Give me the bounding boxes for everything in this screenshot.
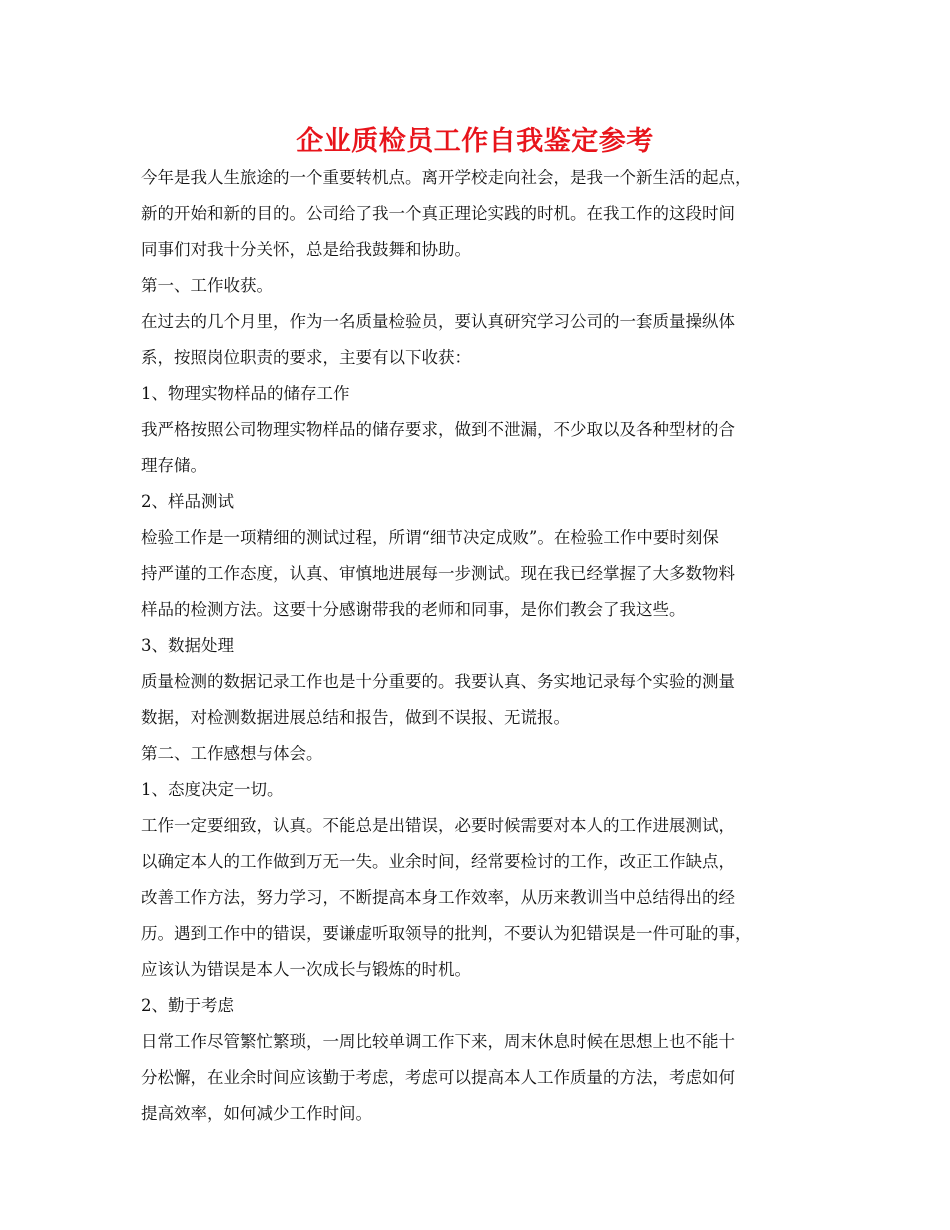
text-line: 样品的检测方法。这要十分感谢带我的老师和同事，是你们教会了我这些。 [141, 600, 686, 619]
document-body [141, 160, 831, 1132]
document-title: 企业质检员工作自我鉴定参考 [296, 126, 654, 157]
text-line: 第二、工作感想与体会。 [141, 744, 323, 763]
text-line: 1、物理实物样品的储存工作 [141, 384, 350, 403]
text-line: 持严谨的工作态度，认真、审慎地进展每一步测试。现在我已经掌握了大多数物料 [141, 564, 735, 583]
text-line: 3、数据处理 [141, 636, 234, 655]
text-line: 1、态度决定一切。 [141, 780, 284, 799]
text-line: 我严格按照公司物理实物样品的储存要求，做到不泄漏，不少取以及各种型材的合 [141, 420, 735, 439]
text-line: 检验工作是一项精细的测试过程，所谓“细节决定成败”。在检验工作中要时刻保 [141, 528, 719, 547]
text-line: 新的开始和新的目的。公司给了我一个真正理论实践的时机。在我工作的这段时间 [141, 204, 735, 223]
text-line: 数据，对检测数据进展总结和报告，做到不误报、无谎报。 [141, 708, 570, 727]
text-line: 日常工作尽管繁忙繁琐，一周比较单调工作下来，周末休息时候在思想上也不能十 [141, 1032, 735, 1051]
text-line: 分松懈，在业余时间应该勤于考虑，考虑可以提高本人工作质量的方法，考虑如何 [141, 1068, 735, 1087]
text-line: 应该认为错误是本人一次成长与锻炼的时机。 [141, 960, 471, 979]
text-line: 工作一定要细致，认真。不能总是出错误，必要时候需要对本人的工作进展测试， [141, 816, 735, 835]
text-line: 提高效率，如何减少工作时间。 [141, 1104, 372, 1123]
text-line: 理存储。 [141, 456, 207, 475]
text-line: 2、样品测试 [141, 492, 234, 511]
text-line: 第一、工作收获。 [141, 276, 273, 295]
text-line: 历。遇到工作中的错误，要谦虚听取领导的批判，不要认为犯错误是一件可耻的事， [141, 924, 752, 943]
text-line: 今年是我人生旅途的一个重要转机点。离开学校走向社会，是我一个新生活的起点， [141, 168, 752, 187]
text-line: 系，按照岗位职责的要求，主要有以下收获： [141, 348, 471, 367]
text-line: 改善工作方法，努力学习，不断提高本身工作效率，从历来教训当中总结得出的经 [141, 888, 735, 907]
text-line: 在过去的几个月里，作为一名质量检验员，要认真研究学习公司的一套质量操纵体 [141, 312, 735, 331]
text-line: 2、勤于考虑 [141, 996, 234, 1015]
text-line: 以确定本人的工作做到万无一失。业余时间，经常要检讨的工作，改正工作缺点， [141, 852, 735, 871]
text-line: 同事们对我十分关怀，总是给我鼓舞和协助。 [141, 240, 471, 259]
text-line: 质量检测的数据记录工作也是十分重要的。我要认真、务实地记录每个实验的测量 [141, 672, 735, 691]
